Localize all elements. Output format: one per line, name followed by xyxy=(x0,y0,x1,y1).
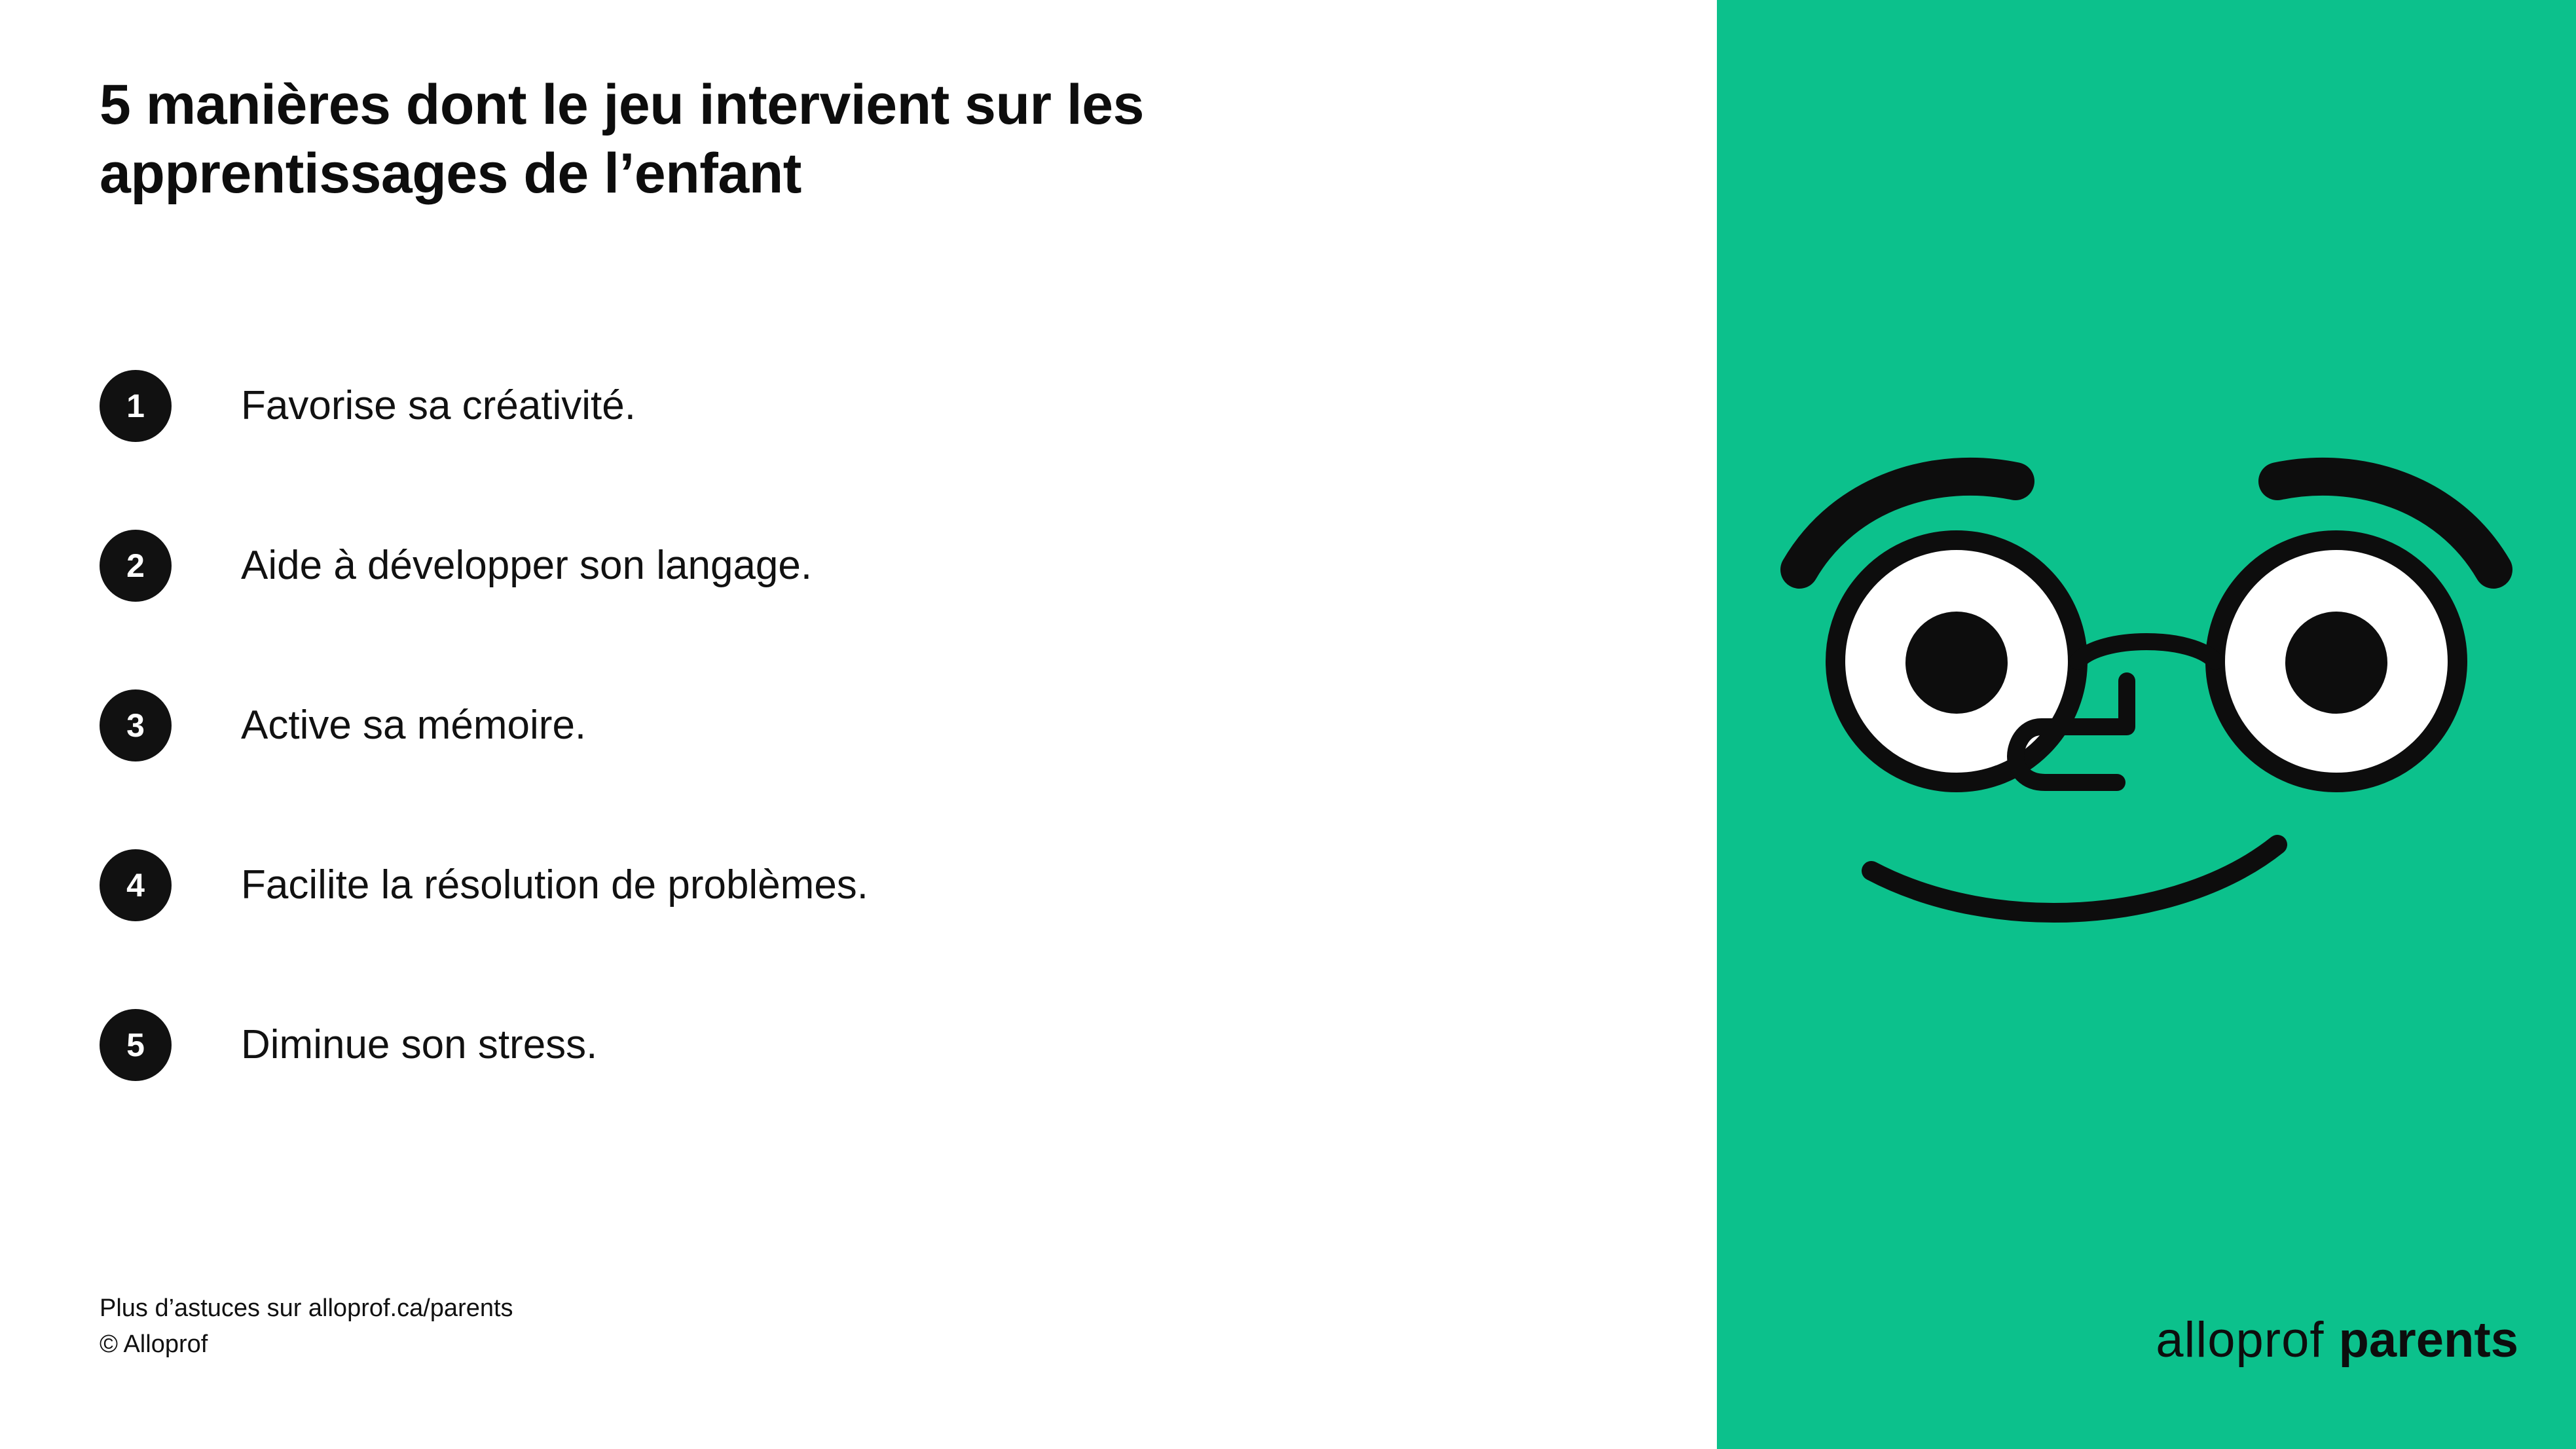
list-item-label: Diminue son stress. xyxy=(241,1022,598,1067)
list-item xyxy=(100,1009,1540,1081)
list-item-number: 1 xyxy=(100,370,172,442)
right-accent-panel xyxy=(1717,0,2576,1449)
list-item-label: Aide à développer son langage. xyxy=(241,543,813,588)
list-item-label: Facilite la résolution de problèmes. xyxy=(241,862,869,908)
list-item xyxy=(100,530,1540,602)
list-item-label: Active sa mémoire. xyxy=(241,703,587,748)
face-with-glasses-icon xyxy=(1760,419,2533,1012)
list-item-number: 3 xyxy=(100,689,172,761)
brand-word-parents: parents xyxy=(2338,1312,2518,1368)
list-item-number: 2 xyxy=(100,530,172,602)
list-item xyxy=(100,689,1540,761)
numbered-list xyxy=(100,370,1540,1081)
footer xyxy=(100,1291,513,1363)
list-item xyxy=(100,849,1540,921)
footer-website-line: Plus d’astuces sur alloprof.ca/parents xyxy=(100,1294,513,1322)
page-title: 5 manières dont le jeu intervient sur les apprentissages de l’enfant xyxy=(100,73,1144,205)
footer-copyright-line: © Alloprof xyxy=(100,1330,208,1358)
brand-word-alloprof: alloprof xyxy=(2156,1312,2325,1368)
list-item-number: 4 xyxy=(100,849,172,921)
list-item xyxy=(100,370,1540,442)
brand-logo xyxy=(2156,1312,2518,1368)
list-item-number: 5 xyxy=(100,1009,172,1081)
list-item-label: Favorise sa créativité. xyxy=(241,383,636,428)
